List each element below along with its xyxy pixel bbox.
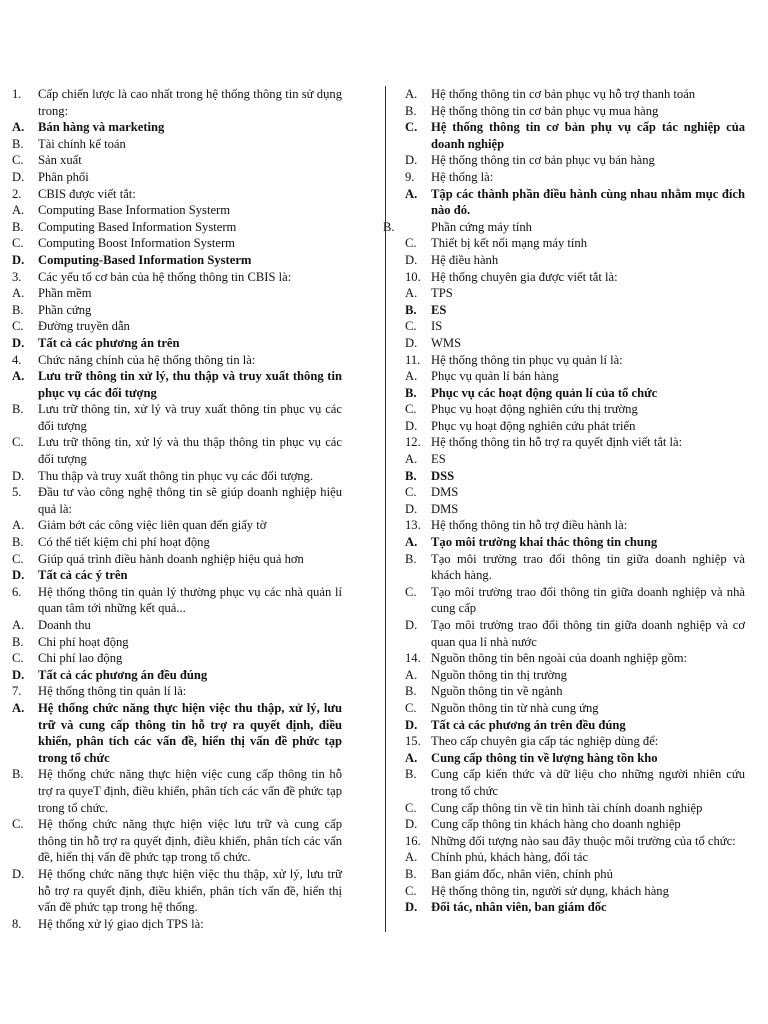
option-text: Ban giám đốc, nhân viên, chính phủ (431, 866, 613, 881)
answer-option (12, 866, 342, 916)
question (12, 683, 342, 700)
question-number: 14. (405, 651, 421, 666)
option-text: Computing-Based Information Systerm (38, 252, 252, 267)
answer-option (12, 219, 342, 236)
right-column (383, 86, 745, 916)
left-column (12, 86, 342, 932)
option-text: Thu thập và truy xuất thông tin phục vụ các đối tượng. (38, 468, 314, 483)
option-text: Doanh thu (38, 618, 91, 632)
correct-answer-option (405, 119, 745, 152)
answer-option (405, 501, 745, 518)
answer-option (12, 468, 342, 485)
option-text: Chính phủ, khách hàng, đối tác (431, 850, 589, 865)
option-text: TPS (431, 286, 453, 301)
correct-answer-option (405, 750, 745, 767)
correct-answer-option (405, 186, 745, 219)
question (405, 434, 745, 451)
option-letter: A. (405, 369, 418, 384)
option-text: Phần cứng máy tính (431, 219, 532, 234)
option-text: Tập các thành phần điều hành cùng nhau nhằm mục đích nào đó. (431, 186, 745, 218)
correct-answer-option (12, 368, 342, 401)
correct-answer-option (405, 899, 745, 916)
option-text: Có thể tiết kiệm chi phí hoạt động (38, 535, 210, 550)
correct-answer-option (12, 252, 342, 269)
option-text: Cung cấp thông tin về lượng hàng tồn kho (431, 750, 658, 765)
answer-option (405, 285, 745, 302)
option-letter: B. (405, 385, 417, 400)
option-letter: D. (405, 335, 418, 350)
question-number: 3. (12, 269, 22, 284)
option-letter: D. (12, 252, 25, 267)
option-letter: B. (12, 219, 24, 234)
correct-answer-option (405, 534, 745, 551)
answer-option (405, 235, 745, 252)
answer-option (12, 551, 342, 568)
question-number: 10. (405, 269, 421, 284)
option-letter: C. (12, 817, 24, 832)
option-text: DSS (431, 468, 455, 483)
question (405, 352, 745, 369)
option-letter: C. (405, 319, 417, 334)
answer-option (12, 202, 342, 219)
option-letter: C. (405, 883, 417, 898)
question-number: 2. (12, 186, 22, 201)
question-text: Hệ thống thông tin phục vụ quản lí là: (431, 352, 623, 367)
correct-answer-option (12, 119, 342, 136)
option-text: Nguồn thông tin từ nhà cung ứng (431, 700, 599, 715)
question-number: 6. (12, 584, 22, 599)
answer-option (405, 368, 745, 385)
answer-option (405, 103, 745, 120)
option-text: Hệ thống chức năng thực hiện việc lưu trữ và cung cấp thông tin hỗ trợ ra quyết định, điều khiển, phân tích các vấn đề, hiển thị vấn đề phức tạp trong tổ chức. (38, 817, 342, 865)
option-text: Computing Base Information Systerm (38, 203, 231, 218)
option-letter: D. (12, 335, 25, 350)
option-letter: B. (405, 684, 417, 699)
option-text: Phần cứng (38, 302, 92, 317)
option-letter: B. (405, 767, 417, 782)
correct-answer-option (12, 567, 342, 584)
option-letter: A. (405, 87, 418, 101)
question (405, 733, 745, 750)
option-letter: D. (405, 900, 418, 915)
option-text: Chi phí hoạt động (38, 634, 129, 649)
option-text: Phần mềm (38, 286, 92, 301)
option-text: Chi phí lao động (38, 651, 123, 666)
option-text: Tạo môi trường khai thác thông tin chung (431, 535, 658, 550)
answer-option (405, 584, 745, 617)
answer-option (12, 302, 342, 319)
option-text: Phân phối (38, 169, 89, 184)
option-letter: D. (12, 667, 25, 682)
option-text: Phục vụ các hoạt động quản lí của tổ chức (431, 385, 658, 400)
question (405, 833, 745, 850)
option-letter: C. (405, 485, 417, 500)
option-letter: B. (12, 402, 24, 417)
option-letter: A. (405, 186, 418, 201)
option-text: Hệ thống chức năng thực hiện việc cung cấp thông tin hỗ trợ ra quyeT định, điều khiển, phân tích các vấn đề phức tạp trong tổ chức. (38, 767, 342, 815)
option-letter: B. (405, 551, 417, 566)
option-letter: A. (12, 700, 25, 715)
option-letter: D. (405, 501, 418, 516)
option-text: Giảm bớt các công việc liên quan đến giấy tờ (38, 518, 267, 533)
option-text: Cung cấp thông tin khách hàng cho doanh nghiệp (431, 817, 681, 832)
answer-option (405, 252, 745, 269)
answer-option (12, 816, 342, 866)
option-letter: C. (405, 402, 417, 417)
option-text: Computing Based Information Systerm (38, 219, 237, 234)
option-text: Sản xuất (38, 153, 82, 168)
answer-option (405, 866, 745, 883)
option-text: Tạo môi trường trao đổi thông tin giữa doanh nghiệp và nhà cung cấp (431, 584, 745, 616)
option-text: DMS (431, 485, 459, 500)
option-letter: A. (12, 203, 25, 218)
option-letter: B. (405, 866, 417, 881)
answer-option (12, 401, 342, 434)
option-text: Nguồn thông tin về ngành (431, 684, 563, 699)
answer-option (12, 235, 342, 252)
answer-option (405, 816, 745, 833)
question-text: Hệ thống thông tin hỗ trợ ra quyết định viết tắt là: (431, 435, 683, 450)
answer-option (12, 634, 342, 651)
question-number: 12. (405, 435, 421, 450)
option-letter: C. (12, 153, 24, 168)
answer-option (405, 667, 745, 684)
option-letter: B. (12, 302, 24, 317)
option-letter: D. (12, 568, 25, 583)
answer-option (405, 883, 745, 900)
option-letter: D. (405, 717, 418, 732)
question-text: Hệ thống thông tin hỗ trợ điều hành là: (431, 518, 628, 533)
question-text: Cấp chiến lược là cao nhất trong hệ thống thông tin sử dụng trong: (38, 87, 342, 118)
option-text: Thiết bị kết nối mạng máy tính (431, 236, 587, 251)
option-text: IS (431, 319, 443, 334)
option-text: Phục vụ quản lí bán hàng (431, 369, 559, 384)
option-text: Hệ thống chức năng thực hiện việc thu thập, xử lý, lưu trữ hỗ trợ ra quyết định, điều khiển, phân tích vấn đề, hiển thị vấn đề phức tạp trong hệ thống. (38, 866, 342, 915)
answer-option (12, 285, 342, 302)
option-text: Giúp quá trình điều hành doanh nghiệp hiệu quả hơn (38, 551, 304, 566)
option-letter: B. (12, 767, 24, 782)
answer-option (405, 617, 745, 650)
option-text: Tất cả các phương án trên (38, 335, 180, 350)
question-number: 16. (405, 833, 421, 848)
question-text: Các yếu tố cơ bản của hệ thống thông tin CBIS là: (38, 269, 292, 284)
option-letter: C. (405, 700, 417, 715)
answer-option (405, 335, 745, 352)
correct-answer-option (405, 385, 745, 402)
answer-option (405, 683, 745, 700)
question-number: 7. (12, 684, 22, 699)
option-text: Tất cả các phương án đều đúng (38, 667, 208, 682)
correct-answer-option (405, 302, 745, 319)
option-letter: D. (12, 866, 25, 881)
answer-option (12, 152, 342, 169)
option-text: Computing Boost Information Systerm (38, 236, 235, 251)
option-letter: A. (405, 667, 418, 682)
option-letter: D. (405, 153, 418, 168)
correct-answer-option (405, 717, 745, 734)
answer-option (405, 318, 745, 335)
question (405, 517, 745, 534)
option-text: Đường truyền dẫn (38, 319, 130, 334)
question-text: Hệ thống chuyên gia được viết tắt là: (431, 269, 618, 284)
option-text: Hệ thống thông tin, người sử dụng, khách hàng (431, 883, 669, 898)
correct-answer-option (405, 468, 745, 485)
option-text: Hệ thống thông tin cơ bản phục vụ bán hàng (431, 153, 655, 168)
question-text: Hệ thống thông tin quản lý thường phục vụ các nhà quản lí quan tâm tới những kết quả... (38, 584, 342, 616)
option-text: Nguồn thông tin thị trường (431, 667, 567, 682)
answer-option (12, 534, 342, 551)
option-letter: A. (12, 286, 25, 301)
option-letter: A. (405, 750, 418, 765)
answer-option (405, 401, 745, 418)
option-letter: C. (12, 236, 24, 251)
answer-option (12, 169, 342, 186)
option-letter: A. (405, 850, 418, 865)
option-text: Tài chính kế toán (38, 136, 126, 151)
option-text: Hệ thống chức năng thực hiện việc thu thập, xử lý, lưu trữ và cung cấp thông tin hỗ trợ ra quyết định, điều khiển, phân tích các vấn đề, hiển thị vấn đề phức tạp trong tổ chức (38, 700, 342, 765)
question (12, 352, 342, 369)
question-text: Hệ thống xử lý giao dịch TPS là: (38, 916, 204, 931)
option-letter: B. (383, 219, 395, 234)
option-letter: C. (12, 651, 24, 666)
option-letter: A. (12, 120, 25, 135)
question (12, 86, 342, 119)
answer-option (405, 551, 745, 584)
question-text: Những đối tượng nào sau đây thuộc môi trường của tổ chức: (431, 833, 736, 848)
answer-option (405, 766, 745, 799)
question-number: 11. (405, 352, 421, 367)
question-text: Nguồn thông tin bên ngoài của doanh nghiệp gồm: (431, 651, 688, 666)
answer-option (405, 418, 745, 435)
answer-option (383, 219, 745, 236)
answer-option (405, 484, 745, 501)
answer-option (12, 318, 342, 335)
answer-option (12, 617, 342, 634)
option-letter: B. (12, 634, 24, 649)
option-text: Tạo môi trường trao đổi thông tin giữa doanh nghiệp và cơ quan qua lí nhà nước (431, 618, 745, 649)
option-letter: C. (405, 584, 417, 599)
option-text: WMS (431, 335, 462, 350)
option-text: Tất cả các ý trên (38, 568, 128, 583)
option-text: Phục vụ hoạt động nghiên cứu phát triển (431, 418, 636, 433)
answer-option (405, 451, 745, 468)
question-number: 8. (12, 916, 22, 931)
option-letter: D. (405, 817, 418, 832)
question-number: 15. (405, 734, 421, 749)
question (12, 186, 342, 203)
option-text: Tạo môi trường trao đổi thông tin giữa doanh nghiệp và khách hàng. (431, 551, 745, 583)
option-text: Cung cấp thông tin về tin hình tài chính doanh nghiệp (431, 800, 703, 815)
option-letter: D. (405, 252, 418, 267)
answer-option (12, 766, 342, 816)
option-text: DMS (431, 501, 459, 516)
option-text: Hệ thống thông tin cơ bản phục vụ mua hàng (431, 103, 659, 118)
question-number: 5. (12, 485, 22, 500)
option-letter: C. (12, 551, 24, 566)
answer-option (12, 517, 342, 534)
question (12, 916, 342, 933)
option-letter: A. (12, 618, 25, 632)
option-letter: C. (12, 435, 24, 450)
answer-option (405, 86, 745, 103)
question-text: Chức năng chính của hệ thống thông tin là: (38, 352, 256, 367)
question-number: 4. (12, 352, 22, 367)
option-letter: C. (405, 800, 417, 815)
column-divider (385, 86, 386, 932)
option-letter: A. (405, 535, 418, 550)
option-text: ES (431, 452, 446, 467)
answer-option (405, 152, 745, 169)
question-number: 9. (405, 169, 415, 184)
option-letter: B. (12, 535, 24, 550)
correct-answer-option (12, 667, 342, 684)
question (405, 169, 745, 186)
question-text: Theo cấp chuyên gia cấp tác nghiệp dùng để: (431, 734, 659, 749)
option-letter: D. (12, 468, 25, 483)
question-text: CBIS được viết tắt: (38, 186, 136, 201)
option-text: Hệ thống thông tin cơ bản phục vụ hỗ trợ thanh toán (431, 87, 696, 101)
answer-option (405, 849, 745, 866)
option-letter: D. (405, 618, 418, 632)
option-letter: B. (405, 302, 417, 317)
option-text: Lưu trữ thông tin, xử lý và truy xuất thông tin phục vụ các đối tượng (38, 402, 342, 433)
option-text: Hệ thống thông tin cơ bản phụ vụ cấp tác nghiệp của doanh nghiệp (431, 120, 745, 151)
question (405, 650, 745, 667)
answer-option (405, 800, 745, 817)
option-letter: A. (405, 452, 418, 467)
option-letter: C. (12, 319, 24, 334)
option-letter: A. (12, 518, 25, 533)
question-text: Hệ thống thông tin quản lí là: (38, 684, 187, 699)
answer-option (12, 650, 342, 667)
question-number: 1. (12, 87, 22, 101)
option-text: Bán hàng và marketing (38, 120, 165, 135)
option-text: Đối tác, nhân viên, ban giám đốc (431, 900, 607, 915)
option-text: Phục vụ hoạt động nghiên cứu thị trường (431, 402, 638, 417)
option-letter: B. (12, 136, 24, 151)
option-text: Hệ điều hành (431, 252, 499, 267)
answer-option (12, 136, 342, 153)
correct-answer-option (12, 700, 342, 766)
question (12, 484, 342, 517)
question-text: Hệ thống là: (431, 169, 494, 184)
option-text: Cung cấp kiến thức và dữ liệu cho những người nhiên cứu trong tổ chức (431, 767, 745, 798)
option-text: Lưu trữ thông tin, xử lý và thu thập thông tin phục vụ các đối tượng (38, 435, 342, 467)
option-text: Tất cả các phương án trên đều đúng (431, 717, 626, 732)
option-letter: D. (12, 169, 25, 184)
question-number: 13. (405, 518, 421, 533)
option-letter: A. (405, 286, 418, 301)
option-text: ES (431, 302, 447, 317)
option-letter: C. (405, 120, 418, 135)
answer-option (405, 700, 745, 717)
option-letter: D. (405, 418, 418, 433)
question-text: Đầu tư vào công nghệ thông tin sẽ giúp doanh nghiệp hiệu quả là: (38, 485, 342, 516)
option-text: Lưu trữ thông tin xử lý, thu thập và truy xuất thông tin phục vụ các đối tượng (38, 369, 342, 400)
option-letter: C. (405, 236, 417, 251)
question (12, 584, 342, 617)
question (405, 269, 745, 286)
option-letter: A. (12, 369, 25, 384)
question (12, 269, 342, 286)
option-letter: B. (405, 103, 417, 118)
option-letter: B. (405, 468, 417, 483)
correct-answer-option (12, 335, 342, 352)
answer-option (12, 434, 342, 467)
